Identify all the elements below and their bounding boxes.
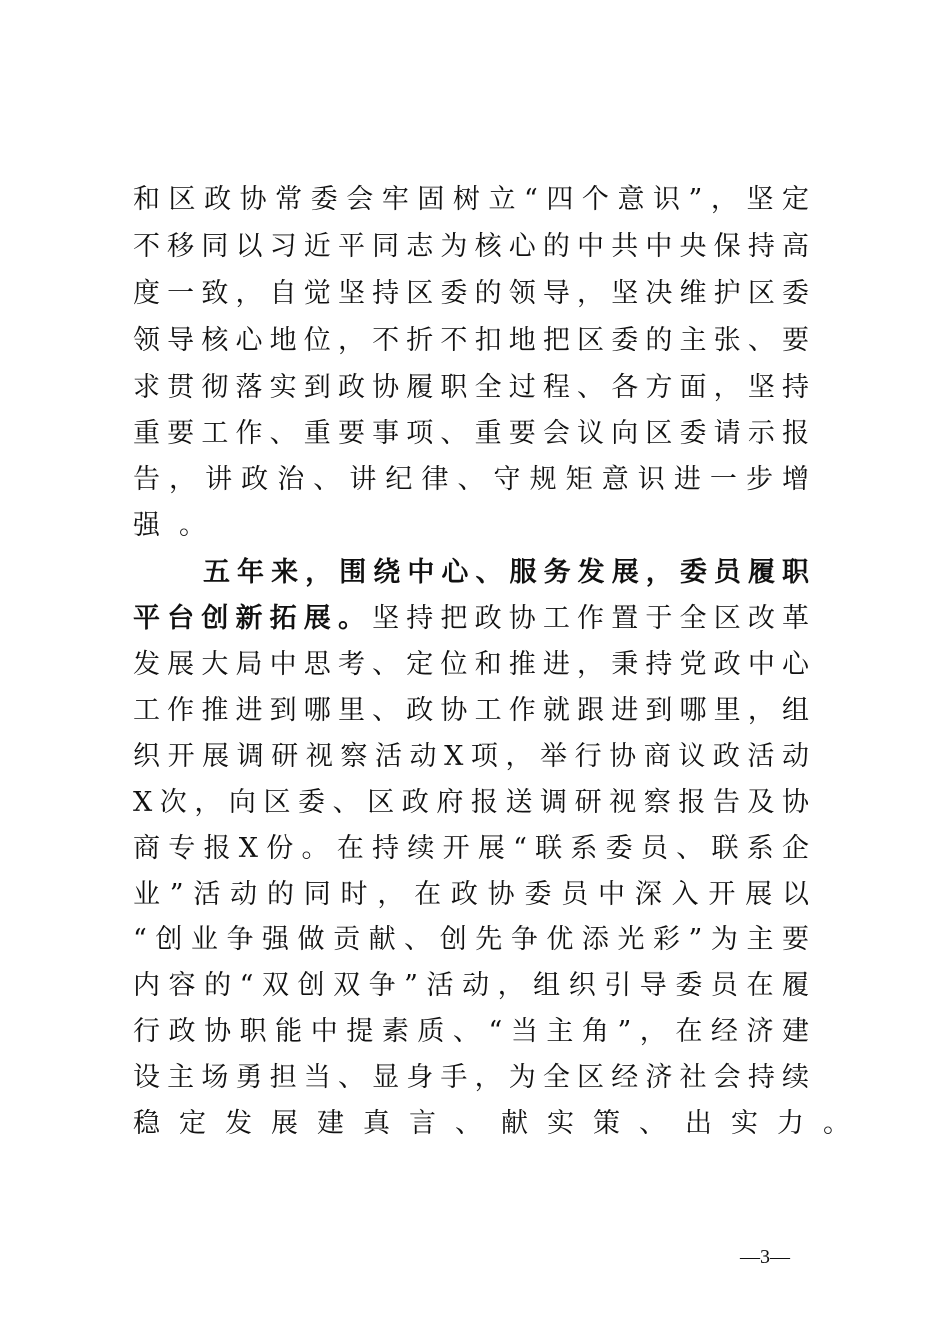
paragraph-2-heading-line-1: 五年来，围绕中心、服务发展，委员履职: [203, 557, 809, 588]
paragraph-2-line-13: 稳定发展建真言、献实策、出实力。: [133, 1108, 869, 1139]
page-number: —3—: [740, 1246, 790, 1268]
paragraph-2-line-12: 设主场勇担当、显身手，为全区经济社会持续: [133, 1062, 809, 1093]
paragraph-2-heading-line-2: 平台创新拓展。: [133, 603, 373, 634]
paragraph-2-line-9: “创业争强做贡献、创先争优添光彩”为主要: [133, 924, 809, 955]
paragraph-2-line-7: 商专报X份。在持续开展“联系委员、联系企: [133, 833, 809, 864]
paragraph-2-line-3: 发展大局中思考、定位和推进，秉持党政中心: [133, 649, 809, 680]
paragraph-1-line-2: 不移同以习近平同志为核心的中共中央保持高: [133, 231, 809, 262]
paragraph-1-line-7: 告，讲政治、讲纪律、守规矩意识进一步增: [133, 464, 809, 495]
paragraph-1-line-4: 领导核心地位，不折不扣地把区委的主张、要: [133, 325, 809, 356]
paragraph-2-line-10: 内容的“双创双争”活动，组织引导委员在履: [133, 970, 809, 1001]
paragraph-2-line-6: X次，向区委、区政府报送调研视察报告及协: [133, 787, 809, 818]
paragraph-1-line-1: 和区政协常委会牢固树立“四个意识”，坚定: [133, 184, 809, 215]
paragraph-2-line-11: 行政协职能中提素质、“当主角”，在经济建: [133, 1016, 809, 1047]
paragraph-1-line-5: 求贯彻落实到政协履职全过程、各方面，坚持: [133, 372, 809, 403]
paragraph-2-line-2-rest: 坚持把政协工作置于全区改革: [372, 603, 810, 634]
paragraph-2-line-2: [133, 601, 809, 637]
paragraph-2-line-4: 工作推进到哪里、政协工作就跟进到哪里，组: [133, 695, 809, 726]
paragraph-1-line-6: 重要工作、重要事项、重要会议向区委请示报: [133, 418, 809, 449]
paragraph-1-line-8: 强。: [133, 510, 225, 541]
paragraph-1-line-3: 度一致，自觉坚持区委的领导，坚决维护区委: [133, 278, 809, 309]
paragraph-2-line-5: 织开展调研视察活动X项，举行协商议政活动: [133, 741, 809, 772]
paragraph-2-line-8: 业”活动的同时，在政协委员中深入开展以: [133, 879, 809, 910]
